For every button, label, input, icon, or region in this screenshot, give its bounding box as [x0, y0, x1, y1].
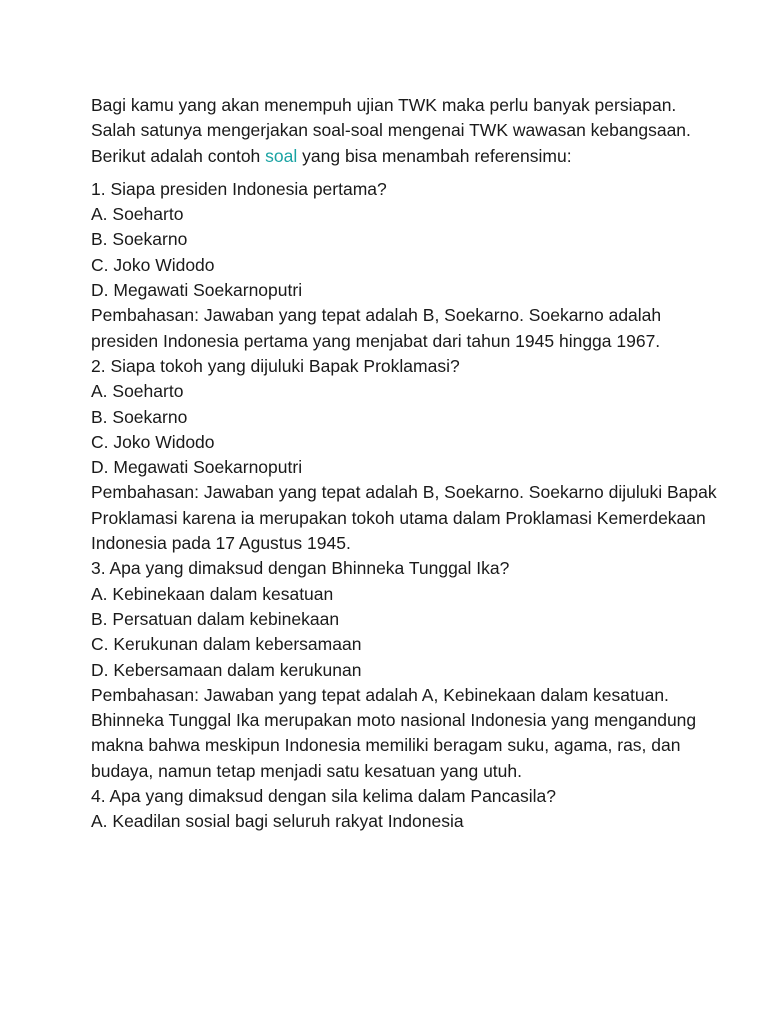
option-c: C. Joko Widodo	[91, 431, 215, 452]
intro-text-after: yang bisa menambah referensimu:	[297, 145, 572, 166]
document-page	[91, 93, 721, 835]
option-d: D. Megawati Soekarnoputri	[91, 457, 303, 478]
option-d: D. Megawati Soekarnoputri	[91, 280, 303, 301]
soal-link[interactable]: soal	[265, 145, 298, 166]
explanation: Pembahasan: Jawaban yang tepat adalah A, Kebinekaan dalam kesatuan. Bhinneka Tunggal Ika merupakan moto nasional Indonesia yang mengandung makna bahwa meskipun Indonesia memiliki beragam suku, agama, ras, dan budaya, namun tetap menjadi satu kesatuan yang utuh.	[91, 684, 697, 781]
option-a: A. Soeharto	[91, 381, 184, 402]
option-b: B. Persatuan dalam kebinekaan	[91, 608, 340, 629]
question-text: 2. Siapa tokoh yang dijuluki Bapak Proklamasi?	[91, 355, 460, 376]
question-text: 1. Siapa presiden Indonesia pertama?	[91, 178, 387, 199]
question-text: 4. Apa yang dimaksud dengan sila kelima dalam Pancasila?	[91, 786, 557, 807]
option-b: B. Soekarno	[91, 229, 188, 250]
question-1	[91, 177, 721, 354]
option-c: C. Kerukunan dalam kebersamaan	[91, 634, 362, 655]
question-3	[91, 556, 721, 784]
explanation: Pembahasan: Jawaban yang tepat adalah B, Soekarno. Soekarno dijuluki Bapak Proklamasi karena ia merupakan tokoh utama dalam Proklamasi Kemerdekaan Indonesia pada 17 Agustus 1945.	[91, 482, 717, 554]
option-d: D. Kebersamaan dalam kerukunan	[91, 659, 362, 680]
intro-text-before: Bagi kamu yang akan menempuh ujian TWK maka perlu banyak persiapan. Salah satunya mengerjakan soal-soal mengenai TWK wawasan kebangsaan. Berikut adalah contoh	[91, 95, 691, 166]
explanation: Pembahasan: Jawaban yang tepat adalah B, Soekarno. Soekarno adalah presiden Indonesia pertama yang menjabat dari tahun 1945 hingga 1967.	[91, 305, 662, 351]
question-2	[91, 354, 721, 556]
question-4	[91, 784, 721, 835]
intro-paragraph	[91, 93, 721, 169]
option-c: C. Joko Widodo	[91, 254, 215, 275]
option-a: A. Soeharto	[91, 204, 184, 225]
option-b: B. Soekarno	[91, 406, 188, 427]
question-text: 3. Apa yang dimaksud dengan Bhinneka Tunggal Ika?	[91, 558, 510, 579]
option-a: A. Keadilan sosial bagi seluruh rakyat Indonesia	[91, 811, 464, 832]
option-a: A. Kebinekaan dalam kesatuan	[91, 583, 334, 604]
